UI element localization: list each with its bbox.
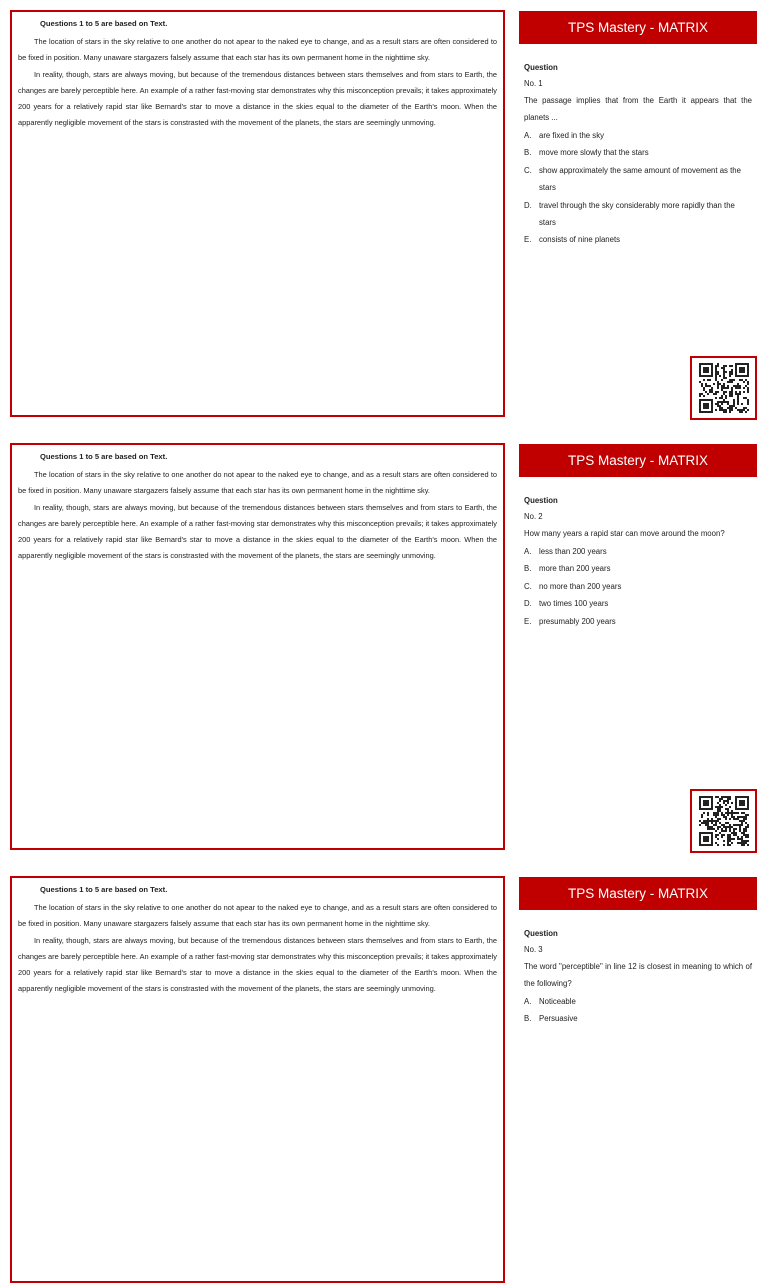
passage-box [10,876,505,1283]
option-e[interactable] [524,613,752,630]
option-text: Noticeable [539,997,576,1006]
option-text: are fixed in the sky [539,131,605,140]
option-letter: A. [524,997,532,1006]
passage-heading: Questions 1 to 5 are based on Text. [40,885,168,894]
option-c[interactable] [524,578,752,595]
passage-paragraph-2: In reality, though, stars are always moving, but because of the tremendous distances between stars themselves and from stars to Earth, the changes are barely perceptible here. An example of a rather fast-moving star demonstrates why this misconception prevails; it takes approximately 200 years for a relatively rapid star like Bernard's star to move a distance in the skies equal to the diameter of the Earth's moon. When the apparently negligible movement of the stars is constrasted with the movement of the planets, the stars are seemingly unmoving. [18,69,497,128]
question-number: No. 3 [524,945,543,954]
option-letter: E. [524,235,532,245]
option-letter: C. [524,581,532,591]
option-b[interactable] [524,1010,752,1027]
option-letter: D. [524,200,532,210]
option-text: Persuasive [539,1014,578,1024]
option-a[interactable] [524,543,752,560]
option-text: less than 200 years [539,547,607,556]
header-bar: TPS Mastery - MATRIX [519,877,757,910]
option-d[interactable] [524,595,752,612]
option-text: no more than 200 years [539,581,622,591]
option-c[interactable] [524,162,752,197]
question-card-1 [0,0,768,420]
option-letter: A. [524,547,532,556]
option-text: show approximately the same amount of movement as the stars [539,165,741,193]
header-bar: TPS Mastery - MATRIX [519,444,757,477]
option-text: presumably 200 years [539,616,616,626]
header-bar: TPS Mastery - MATRIX [519,11,757,44]
question-stem: How many years a rapid star can move around the moon? [524,529,725,538]
option-text: more than 200 years [539,564,611,574]
question-panel [524,493,752,630]
passage-box [10,443,505,850]
question-card-2 [0,433,768,853]
option-letter: D. [524,599,532,609]
option-a[interactable] [524,993,752,1010]
option-text: consists of nine planets [539,235,621,245]
question-number: No. 2 [524,512,543,521]
option-letter: B. [524,564,532,574]
option-e[interactable] [524,231,752,248]
option-letter: C. [524,165,532,175]
question-stem: The word "perceptible" in line 12 is closest in meaning to which of the following? [524,962,752,988]
qr-code-icon [699,363,749,413]
option-letter: B. [524,148,532,158]
passage-heading: Questions 1 to 5 are based on Text. [40,452,168,461]
passage-paragraph-1: The location of stars in the sky relative to one another do not apear to the naked eye to change, and as a result stars are often considered to be fixed in position. Many unaware stargazers falsely assume that each star has its own permanent home in the nighttime sky. [18,37,497,63]
passage-box [10,10,505,417]
qr-code-box[interactable] [690,789,757,853]
passage-paragraph-2: In reality, though, stars are always moving, but because of the tremendous distances between stars themselves and from stars to Earth, the changes are barely perceptible here. An example of a rather fast-moving star demonstrates why this misconception prevails; it takes approximately 200 years for a relatively rapid star like Bernard's star to move a distance in the skies equal to the diameter of the Earth's moon. When the apparently negligible movement of the stars is constrasted with the movement of the planets, the stars are seemingly unmoving. [18,502,497,561]
option-b[interactable] [524,560,752,577]
option-letter: A. [524,131,532,140]
passage-paragraph-1: The location of stars in the sky relative to one another do not apear to the naked eye to change, and as a result stars are often considered to be fixed in position. Many unaware stargazers falsely assume that each star has its own permanent home in the nighttime sky. [18,903,497,929]
passage-paragraph-2: In reality, though, stars are always moving, but because of the tremendous distances between stars themselves and from stars to Earth, the changes are barely perceptible here. An example of a rather fast-moving star demonstrates why this misconception prevails; it takes approximately 200 years for a relatively rapid star like Bernard's star to move a distance in the skies equal to the diameter of the Earth's moon. When the apparently negligible movement of the stars is constrasted with the movement of the planets, the stars are seemingly unmoving. [18,935,497,994]
option-text: travel through the sky considerably more rapidly than the stars [539,200,735,228]
option-d[interactable] [524,197,752,232]
question-label: Question [524,63,558,72]
question-label: Question [524,496,558,505]
question-label: Question [524,929,558,938]
question-stem: The passage implies that from the Earth it appears that the planets ... [524,96,752,122]
option-b[interactable] [524,144,752,161]
question-panel [524,60,752,249]
question-panel [524,926,752,1028]
qr-code-icon [699,796,749,846]
question-card-3 [0,866,768,1286]
option-letter: B. [524,1014,532,1024]
option-text: two times 100 years [539,599,609,609]
question-number: No. 1 [524,79,543,88]
passage-paragraph-1: The location of stars in the sky relative to one another do not apear to the naked eye to change, and as a result stars are often considered to be fixed in position. Many unaware stargazers falsely assume that each star has its own permanent home in the nighttime sky. [18,470,497,496]
option-a[interactable] [524,127,752,144]
option-text: move more slowly that the stars [539,148,649,158]
qr-code-box[interactable] [690,356,757,420]
passage-heading: Questions 1 to 5 are based on Text. [40,19,168,28]
option-letter: E. [524,616,532,626]
